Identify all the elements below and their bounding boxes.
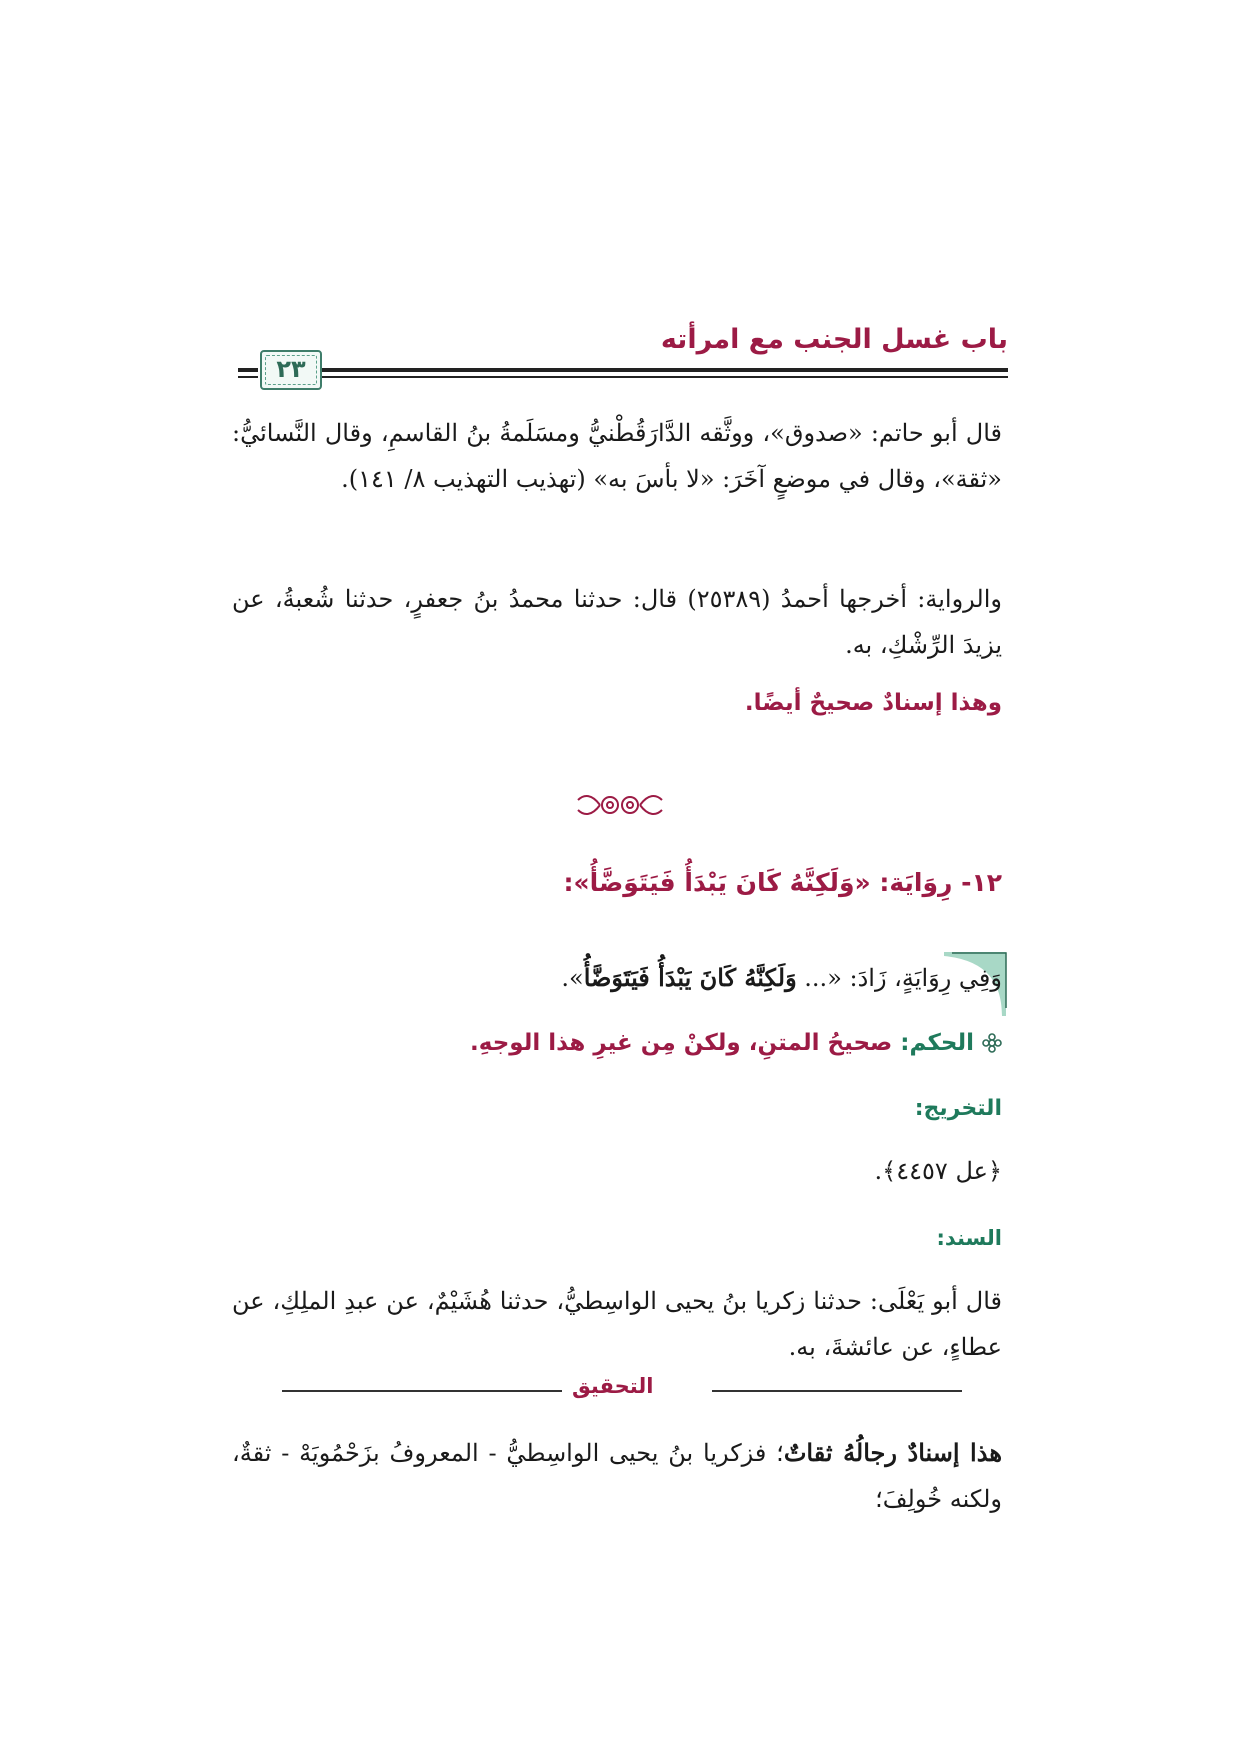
header-rule-left xyxy=(238,368,258,372)
page-number-badge xyxy=(260,350,322,390)
paragraph-riwaya-source: والرواية: أخرجها أحمدُ (٢٥٣٨٩) قال: حدثنا محمدُ بنُ جعفرٍ، حدثنا شُعبةُ، عن يزيدَ الرِّشْكِ، به. xyxy=(232,585,1002,659)
section-heading: ١٢- رِوَايَة: «وَلَكِنَّهُ كَانَ يَبْدَأُ فَيَتَوَضَّأُ»: xyxy=(563,868,1002,897)
sanad-label: السند: xyxy=(936,1226,1002,1250)
tahqiq-paragraph xyxy=(232,1430,1002,1522)
tahqiq-divider xyxy=(282,1376,962,1406)
chapter-title: باب غسل الجنب مع امرأته xyxy=(660,324,1008,355)
takhrij-reference: ﴿عل ٤٤٥٧﴾. xyxy=(874,1157,1002,1185)
sanad-text: قال أبو يَعْلَى: حدثنا زكريا بنُ يحيى الواسِطيُّ، حدثنا هُشَيْمٌ، عن عبدِ الملِكِ، عن عطاءٍ، عن عائشةَ، به. xyxy=(232,1287,1003,1361)
divider-line-left xyxy=(282,1390,562,1392)
page-number: ٢٣ xyxy=(276,355,306,383)
tahqiq-bold: هذا إسنادٌ رجالُهُ ثقاتٌ xyxy=(783,1438,1002,1467)
ruling-label: الحكم: xyxy=(900,1030,974,1056)
quote-prefix: وَفِي رِوَايَةٍ، زَادَ: «... xyxy=(796,964,1002,992)
ruling-line xyxy=(470,1030,1002,1056)
header-rule-thin xyxy=(322,376,1008,378)
tahqiq-title xyxy=(572,1374,653,1398)
riwaya-quote xyxy=(232,955,1002,1001)
header-rule-left-thin xyxy=(238,376,258,378)
ornament-divider-icon xyxy=(570,788,670,822)
paragraph-narrator-assessment: قال أبو حاتم: «صدوق»، ووثَّقه الدَّارَقُطْنيُّ ومسَلَمةُ بنُ القاسمِ، وقال النَّسائيُّ: «ثقة»، وقال في موضعٍ آخَرَ: «لا بأسَ به» (تهذيب التهذيب ٨/ ١٤١). xyxy=(232,419,1002,493)
page-header xyxy=(238,318,1008,388)
header-rule xyxy=(322,368,1008,372)
quote-suffix: ». xyxy=(561,964,584,992)
quote-bold: وَلَكِنَّهُ كَانَ يَبْدَأُ فَيَتَوَضَّأُ xyxy=(583,963,797,992)
divider-line-right xyxy=(712,1390,962,1392)
flower-bullet-icon xyxy=(982,1033,1002,1053)
isnad-verdict: وهذا إسنادٌ صحيحٌ أيضًا. xyxy=(744,690,1002,716)
tahqiq-label: التحقيق xyxy=(572,1374,654,1398)
tahqiq-text: ؛ فزكريا بنُ يحيى الواسِطيُّ - المعروفُ بزَحْمُويَهْ - ثقةٌ، ولكنه خُولِفَ؛ xyxy=(232,1439,1002,1513)
ruling-text: صحيحُ المتنِ، ولكنْ مِن غيرِ هذا الوجهِ. xyxy=(470,1030,893,1056)
takhrij-label: التخريج: xyxy=(914,1096,1002,1121)
